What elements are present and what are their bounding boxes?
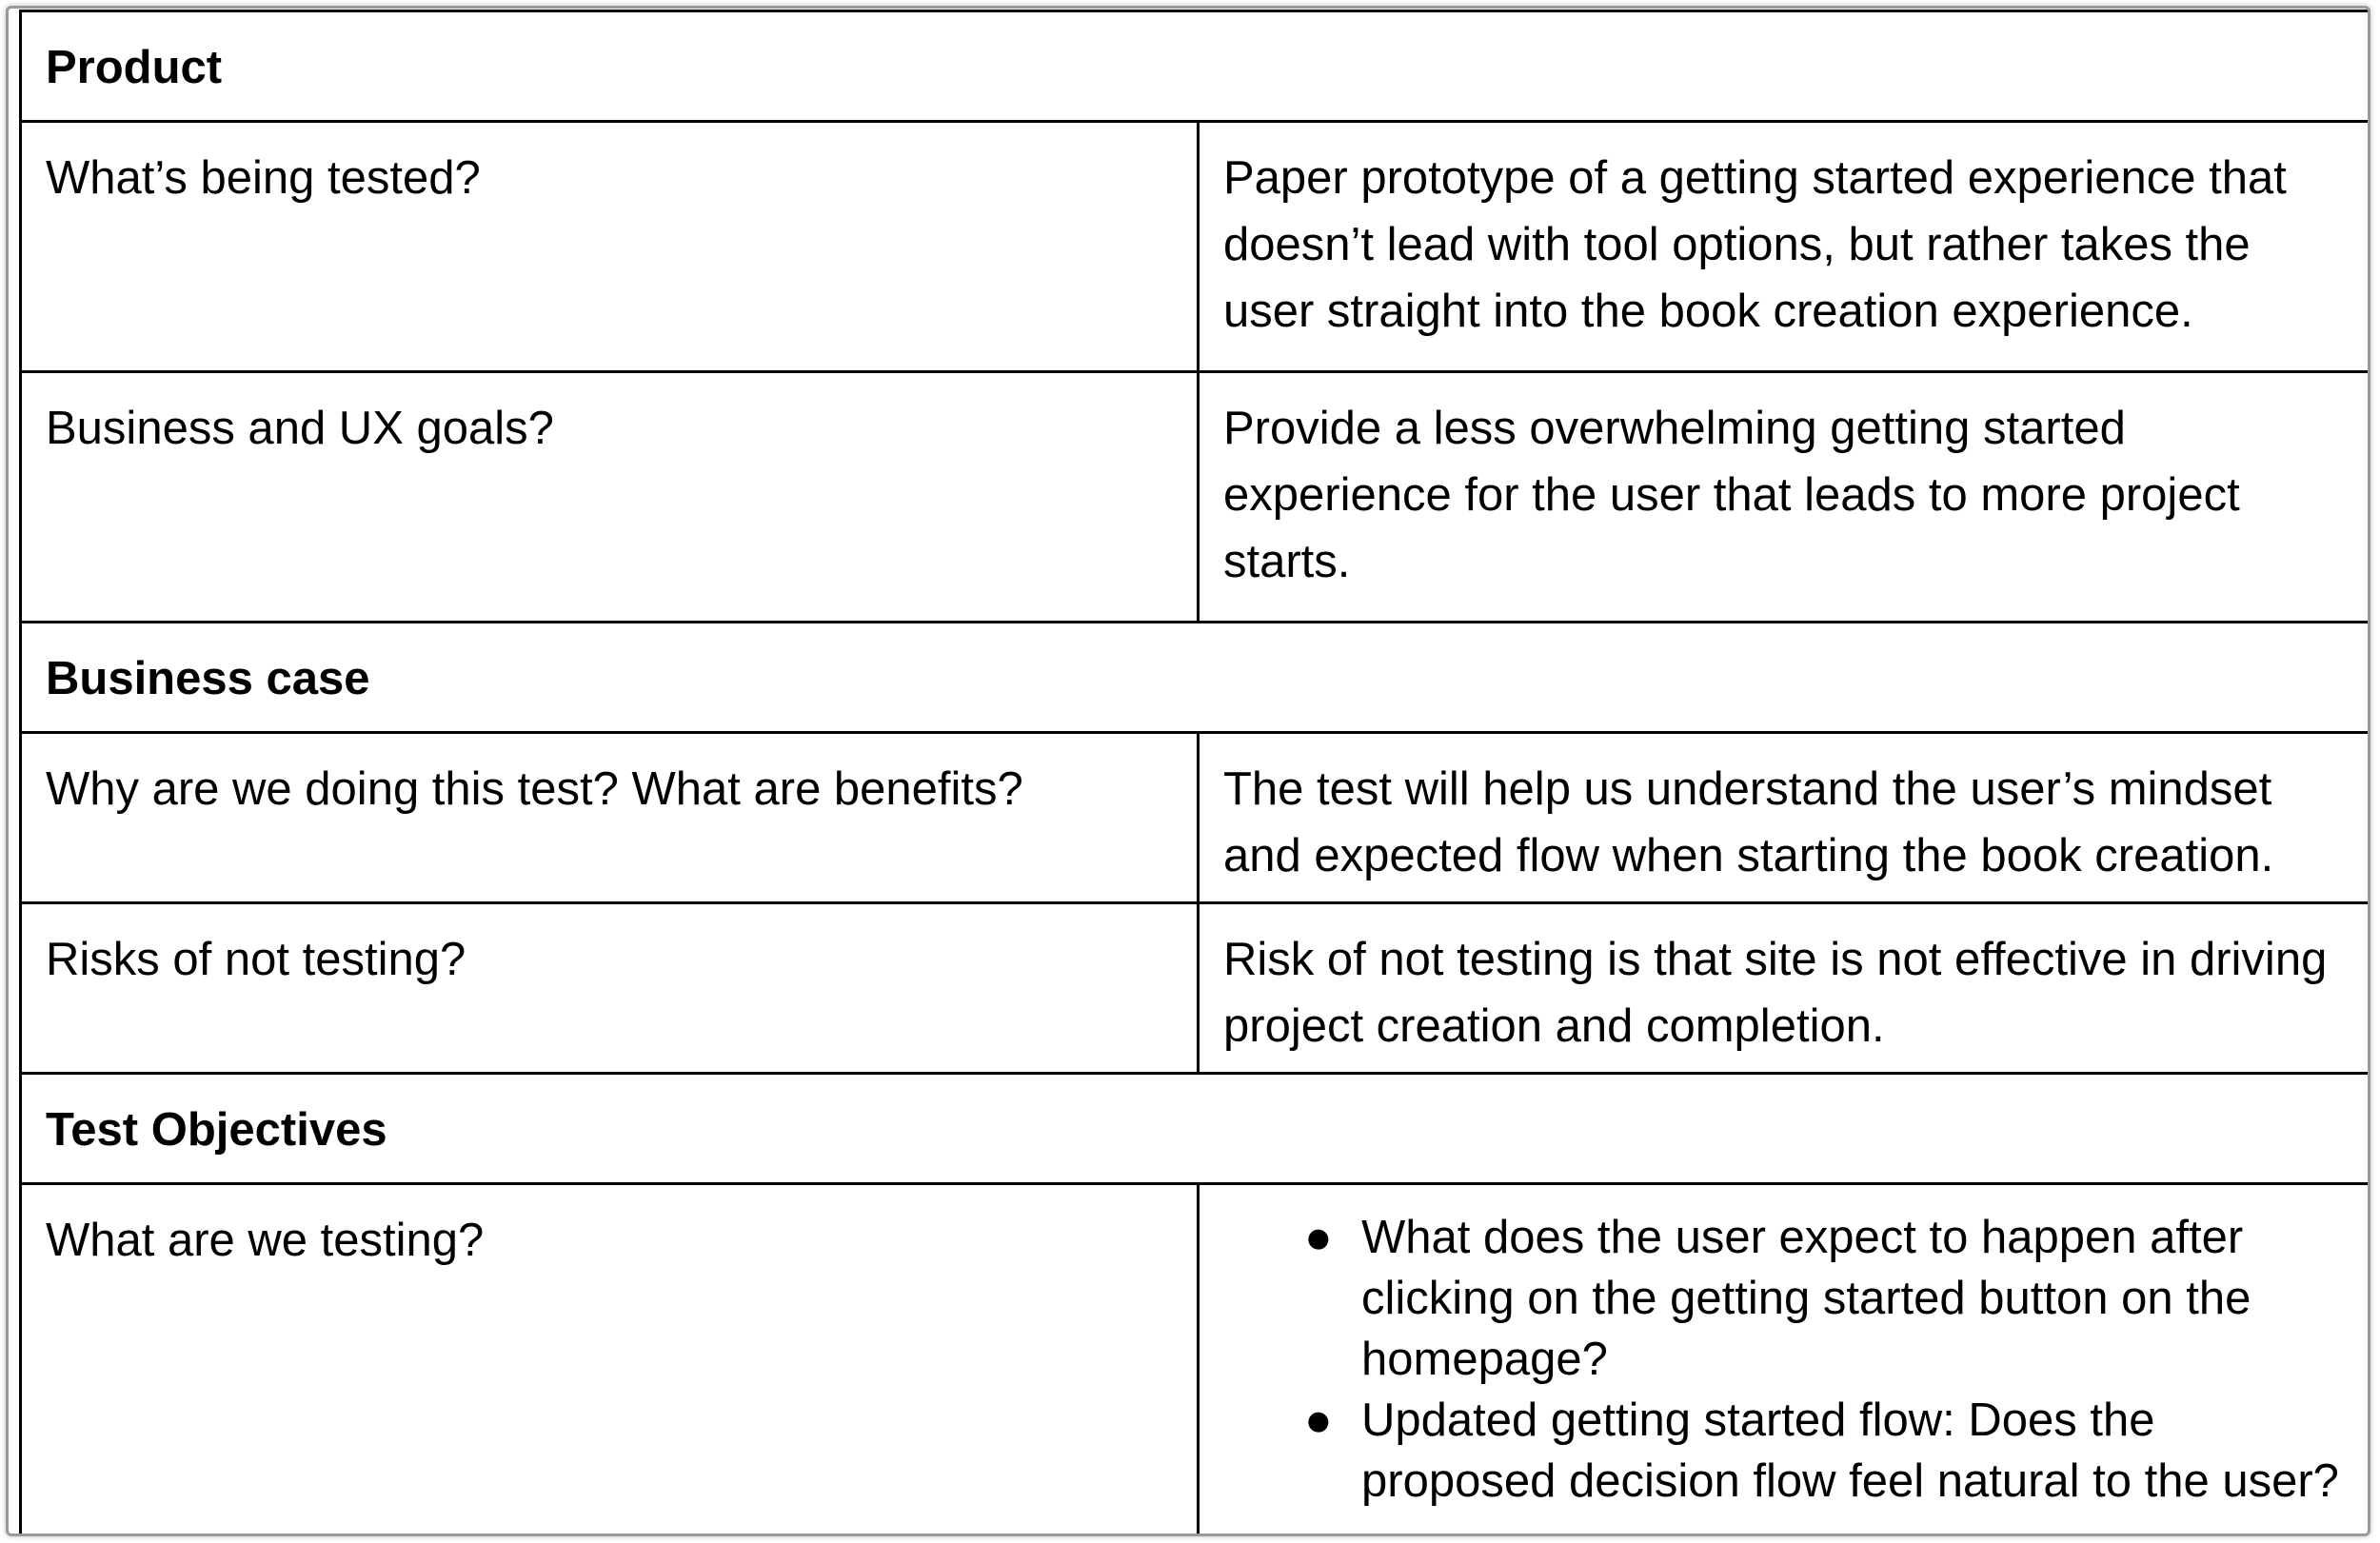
section-header-row — [21, 1074, 2371, 1184]
document-frame — [6, 6, 2370, 1536]
section-title-product: Product — [21, 11, 2371, 122]
table-row — [21, 1184, 2371, 1537]
answer-cell: Risk of not testing is that site is not effective in driving project creation and completion. — [1199, 903, 2371, 1074]
section-title-test-objectives: Test Objectives — [21, 1074, 2371, 1184]
question-cell: Risks of not testing? — [21, 903, 1199, 1074]
answer-cell: Paper prototype of a getting started experience that doesn’t lead with tool options, but rather takes the user straight into the book creation experience. — [1199, 122, 2371, 372]
question-cell: What’s being tested? — [21, 122, 1199, 372]
objectives-bullet-list — [1223, 1207, 2350, 1512]
section-header-row — [21, 623, 2371, 733]
answer-cell: The test will help us understand the user’s mindset and expected flow when starting the book creation. — [1199, 733, 2371, 903]
bullet-icon: ● — [1304, 1395, 1333, 1446]
question-cell: Business and UX goals? — [21, 372, 1199, 623]
answer-cell: Provide a less overwhelming getting started experience for the user that leads to more project starts. — [1199, 372, 2371, 623]
list-item — [1223, 1207, 2350, 1390]
table-row — [21, 122, 2371, 372]
list-item-text: Updated getting started flow: Does the proposed decision flow feel natural to the user? — [1361, 1395, 2339, 1507]
question-cell: Why are we doing this test? What are benefits? — [21, 733, 1199, 903]
answer-cell — [1199, 1184, 2371, 1537]
table-row — [21, 372, 2371, 623]
section-header-row — [21, 11, 2371, 122]
question-cell: What are we testing? — [21, 1184, 1199, 1537]
list-item-text: What does the user expect to happen after clicking on the getting started button on the homepage? — [1361, 1212, 2251, 1385]
section-title-business-case: Business case — [21, 623, 2371, 733]
table-row — [21, 903, 2371, 1074]
table-row — [21, 733, 2371, 903]
test-plan-table — [19, 10, 2370, 1536]
list-item — [1223, 1390, 2350, 1512]
bullet-icon: ● — [1304, 1212, 1333, 1263]
